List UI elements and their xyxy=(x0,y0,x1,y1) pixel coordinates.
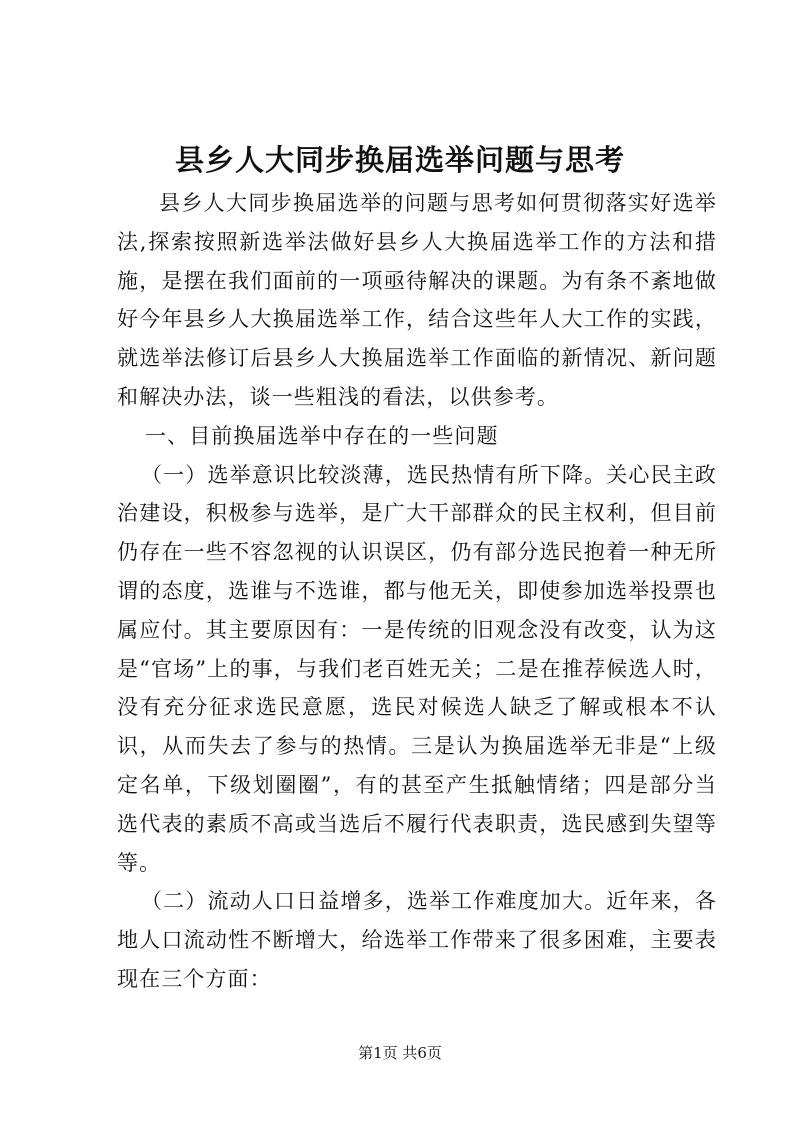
paragraph-point-1: （一）选举意识比较淡薄，选民热情有所下降。关心民主政治建设，积极参与选举，是广大干部群众的民主权利，但目前仍存在一些不容忽视的认识误区，仍有部分选民抱着一种无所谓的态度，选谁与不选谁，都与他无关，即使参加选举投票也属应付。其主要原因有：一是传统的旧观念没有改变，认为这是“官场”上的事，与我们老百姓无关；二是在推荐候选人时，没有充分征求选民意愿，选民对候选人缺乏了解或根本不认识，从而失去了参与的热情。三是认为换届选举无非是“上级定名单，下级划圈圈”，有的甚至产生抵触情绪；四是部分当选代表的素质不高或当选后不履行代表职责，选民感到失望等等。 xyxy=(117,462,717,875)
page-footer: 第1页 共6页 xyxy=(358,1044,442,1062)
paragraph-intro: 县乡人大同步换届选举的问题与思考如何贯彻落实好选举法,探索按照新选举法做好县乡人大换届选举工作的方法和措施，是摆在我们面前的一项亟待解决的课题。为有条不紊地做好今年县乡人大换届选举工作，结合这些年人大工作的实践，就选举法修订后县乡人大换届选举工作面临的新情况、新问题和解决办法，谈一些粗浅的看法，以供参考。 xyxy=(117,191,717,409)
document-title: 县乡人大同步换届选举问题与思考 xyxy=(174,143,625,177)
section-heading: 一、目前换届选举中存在的一些问题 xyxy=(145,423,499,448)
paragraph-point-2: （二）流动人口日益增多，选举工作难度加大。近年来，各地人口流动性不断增大，给选举工作带来了很多困难，主要表现在三个方面： xyxy=(117,889,717,991)
document-body xyxy=(117,184,717,999)
